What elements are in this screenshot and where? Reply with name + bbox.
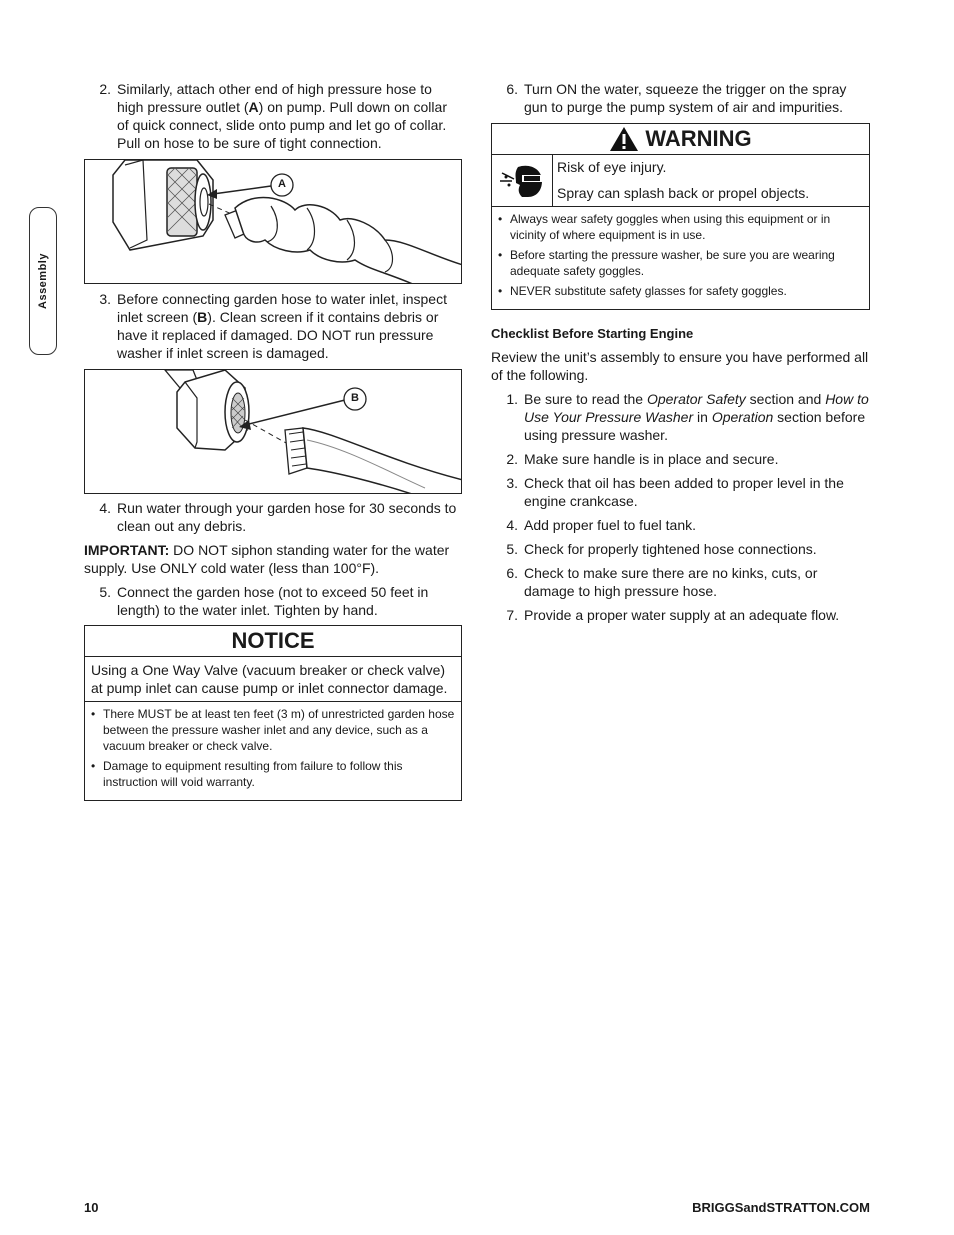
- step-2: 2. Similarly, attach other end of high pressure hose to high pressure outlet (A) on pump. Pull down on collar of quick connect, slide onto pump and let go of collar. Pull on hose to be sure of tight connection.: [99, 81, 447, 151]
- checklist-item-6: 6. Check to make sure there are no kinks, cuts, or damage to high pressure hose.: [506, 565, 818, 599]
- checklist-item-1: 1. Be sure to read the Operator Safety section and How to Use Your Pressure Washer in Operation section before using pressure washer.: [506, 391, 869, 443]
- figure-b-inlet-screen: [84, 369, 462, 494]
- warning-box: [491, 123, 870, 310]
- figure-a-label: A: [278, 178, 286, 190]
- list-item: • Before starting the pressure washer, be sure you are wearing adequate safety goggles.: [498, 247, 863, 279]
- checklist-intro: Review the unit’s assembly to ensure you have performed all of the following.: [491, 349, 869, 383]
- checklist-item-4: 4. Add proper fuel to fuel tank.: [506, 517, 696, 533]
- quick-connect-illustration: [85, 160, 462, 284]
- section-tab: [29, 207, 57, 355]
- checklist-heading: Checklist Before Starting Engine: [491, 326, 694, 341]
- warning-hazard-row: [492, 155, 869, 207]
- figure-b-label: B: [351, 392, 359, 404]
- warning-triangle-icon: [609, 126, 639, 152]
- step-6: 6. Turn ON the water, squeeze the trigger on the spray gun to purge the pump system of air and impurities.: [506, 81, 847, 115]
- important-note: IMPORTANT: DO NOT siphon standing water for the water supply. Use ONLY cold water (less than 100°F).: [84, 542, 450, 576]
- checklist-item-2: 2. Make sure handle is in place and secure.: [506, 451, 779, 467]
- notice-intro: Using a One Way Valve (vacuum breaker or check valve) at pump inlet can cause pump or inlet connector damage.: [85, 657, 461, 702]
- warning-line-1: Risk of eye injury.: [557, 159, 667, 175]
- garden-hose-coupling-illustration: [85, 370, 462, 494]
- notice-box: [84, 625, 462, 801]
- warning-header: [492, 124, 869, 155]
- warning-title: WARNING: [645, 126, 752, 151]
- step-5: 5. Connect the garden hose (not to exceed 50 feet in length) to the water inlet. Tighten by hand.: [99, 584, 429, 618]
- list-item: • Always wear safety goggles when using this equipment or in vicinity of where equipment is in use.: [498, 211, 863, 243]
- section-tab-label: Assembly: [37, 253, 49, 309]
- notice-bullets: [85, 702, 461, 800]
- list-item: • NEVER substitute safety glasses for safety goggles.: [498, 283, 863, 299]
- step-3: 3. Before connecting garden hose to water inlet, inspect inlet screen (B). Clean screen if it contains debris or have it replaced if damaged. DO NOT run pressure washer if inlet screen is damaged.: [99, 291, 447, 361]
- step-4: 4. Run water through your garden hose for 30 seconds to clean out any debris.: [99, 500, 457, 534]
- left-column: [84, 80, 462, 801]
- right-column: [491, 80, 870, 624]
- notice-title: NOTICE: [85, 626, 461, 657]
- list-item: • Damage to equipment resulting from failure to follow this instruction will void warranty.: [91, 758, 455, 790]
- checklist-item-3: 3. Check that oil has been added to proper level in the engine crankcase.: [506, 475, 844, 509]
- figure-a-pump-outlet: [84, 159, 462, 284]
- list-item: • There MUST be at least ten feet (3 m) of unrestricted garden hose between the pressure washer inlet and any device, such as a vacuum breaker or check valve.: [91, 706, 455, 754]
- warning-line-2: Spray can splash back or propel objects.: [557, 185, 810, 201]
- checklist-item-5: 5. Check for properly tightened hose connections.: [506, 541, 817, 557]
- footer-website: BRIGGSandSTRATTON.COM: [692, 1200, 870, 1215]
- eye-hazard-icon: [492, 155, 553, 206]
- warning-bullets: [492, 207, 869, 309]
- checklist-item-7: 7. Provide a proper water supply at an adequate flow.: [506, 607, 840, 623]
- page-number: 10: [84, 1200, 99, 1215]
